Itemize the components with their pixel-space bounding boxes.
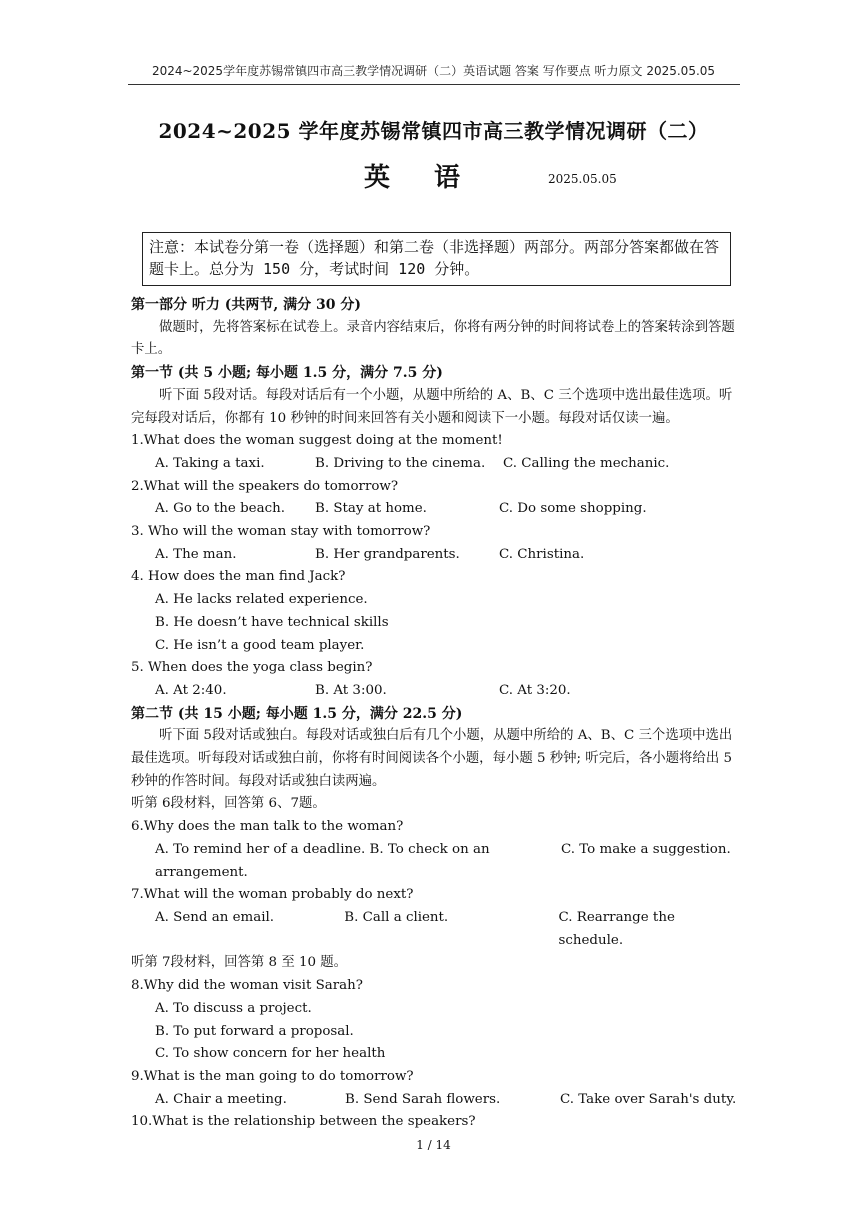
option-b: B. At 3:00. — [315, 682, 387, 698]
option-c: C. To make a suggestion. — [561, 841, 731, 857]
part1-intro: 做题时，先将答案标在试卷上。录音内容结束后，你将有两分钟的时间将试卷上的答案转涂到答题卡上。 — [131, 319, 735, 358]
question-stem: 1.What does the woman suggest doing at the moment! — [131, 433, 503, 449]
question-stem: 8.Why did the woman visit Sarah? — [131, 978, 363, 994]
option-c: C. Rearrange the schedule. — [558, 909, 675, 948]
exam-content — [131, 294, 743, 1134]
option-b: B. He doesn’t have technical skills — [155, 614, 389, 630]
section2-heading: 第二节 (共 15 小题; 每小题 1.5 分，满分 22.5 分) — [131, 705, 463, 722]
option-b: B. Send Sarah flowers. — [345, 1091, 501, 1107]
material-6-instruction: 听第 6段材料，回答第 6、7题。 — [131, 796, 326, 812]
options-row — [131, 544, 743, 567]
options-row — [131, 680, 743, 703]
exam-date: 2025.05.05 — [548, 172, 617, 186]
option-b: B. Driving to the cinema. — [315, 455, 486, 471]
option-a: A. To discuss a project. — [155, 1000, 312, 1016]
option-a: A. Taking a taxi. — [155, 455, 265, 471]
option-a: A. At 2:40. — [155, 682, 227, 698]
question-stem: 7.What will the woman probably do next? — [131, 887, 414, 903]
options-row — [131, 839, 743, 884]
option-b: B. Call a client. — [344, 909, 449, 925]
material-7-instruction: 听第 7段材料，回答第 8 至 10 题。 — [131, 955, 348, 971]
page-number: 1 / 14 — [416, 1138, 451, 1152]
option-a: A. He lacks related experience. — [155, 592, 368, 608]
option-a: A. The man. — [155, 546, 237, 562]
option-b: B. Stay at home. — [315, 501, 427, 517]
option-c: C. At 3:20. — [499, 682, 571, 698]
option-ab: A. To remind her of a deadline. B. To check on an arrangement. — [155, 841, 490, 880]
options-row — [131, 453, 743, 476]
options-row — [131, 498, 743, 521]
option-c: C. Calling the mechanic. — [503, 455, 670, 471]
option-c: C. Do some shopping. — [499, 501, 647, 517]
option-c: C. Take over Sarah's duty. — [560, 1091, 737, 1107]
question-stem: 3. Who will the woman stay with tomorrow? — [131, 524, 431, 540]
subject-title: 英语 — [364, 163, 505, 193]
option-a: A. Chair a meeting. — [155, 1091, 287, 1107]
question-stem: 10.What is the relationship between the speakers? — [131, 1114, 476, 1130]
option-b: B. Her grandparents. — [315, 546, 460, 562]
options-row — [131, 1089, 743, 1112]
option-b: B. To put forward a proposal. — [155, 1023, 354, 1039]
option-a: A. Go to the beach. — [155, 501, 285, 517]
option-c: C. To show concern for her health — [155, 1046, 386, 1062]
section2-intro: 听下面 5段对话或独白。每段对话或独白后有几个小题，从题中所给的 A、B、C 三个选项中选出最佳选项。听每段对话或独白前，你将有时间阅读各个小题，每小题 5 秒钟; 听完后，各小题将给出 5 秒钟的作答时间。每段对话或独白读两遍。 — [131, 728, 733, 789]
question-stem: 9.What is the man going to do tomorrow? — [131, 1068, 414, 1084]
header-divider — [128, 84, 740, 85]
option-a: A. Send an email. — [155, 909, 275, 925]
section1-heading: 第一节 (共 5 小题; 每小题 1.5 分，满分 7.5 分) — [131, 365, 443, 382]
exam-title: 2024~2025 学年度苏锡常镇四市高三教学情况调研（二） — [158, 119, 709, 143]
part1-heading: 第一部分 听力 (共两节, 满分 30 分) — [131, 297, 361, 313]
option-c: C. Christina. — [499, 546, 585, 562]
section1-intro: 听下面 5段对话。每段对话后有一个小题，从题中所给的 A、B、C 三个选项中选出最佳选项。听完每段对话后，你都有 10 秒钟的时间来回答有关小题和阅读下一小题。每段对话仅读一遍。 — [131, 387, 733, 426]
options-row — [131, 907, 743, 952]
question-stem: 5. When does the yoga class begin? — [131, 660, 373, 676]
question-stem: 2.What will the speakers do tomorrow? — [131, 478, 399, 494]
question-stem: 6.Why does the man talk to the woman? — [131, 819, 404, 835]
question-stem: 4. How does the man find Jack? — [131, 569, 346, 585]
option-c: C. He isn’t a good team player. — [155, 637, 365, 653]
notice-box: 注意：本试卷分第一卷（选择题）和第二卷（非选择题）两部分。两部分答案都做在答题卡上。总分为 150 分，考试时间 120 分钟。 — [142, 232, 731, 286]
running-header: 2024~2025学年度苏锡常镇四市高三教学情况调研（二）英语试题 答案 写作要点 听力原文 2025.05.05 — [151, 64, 716, 78]
